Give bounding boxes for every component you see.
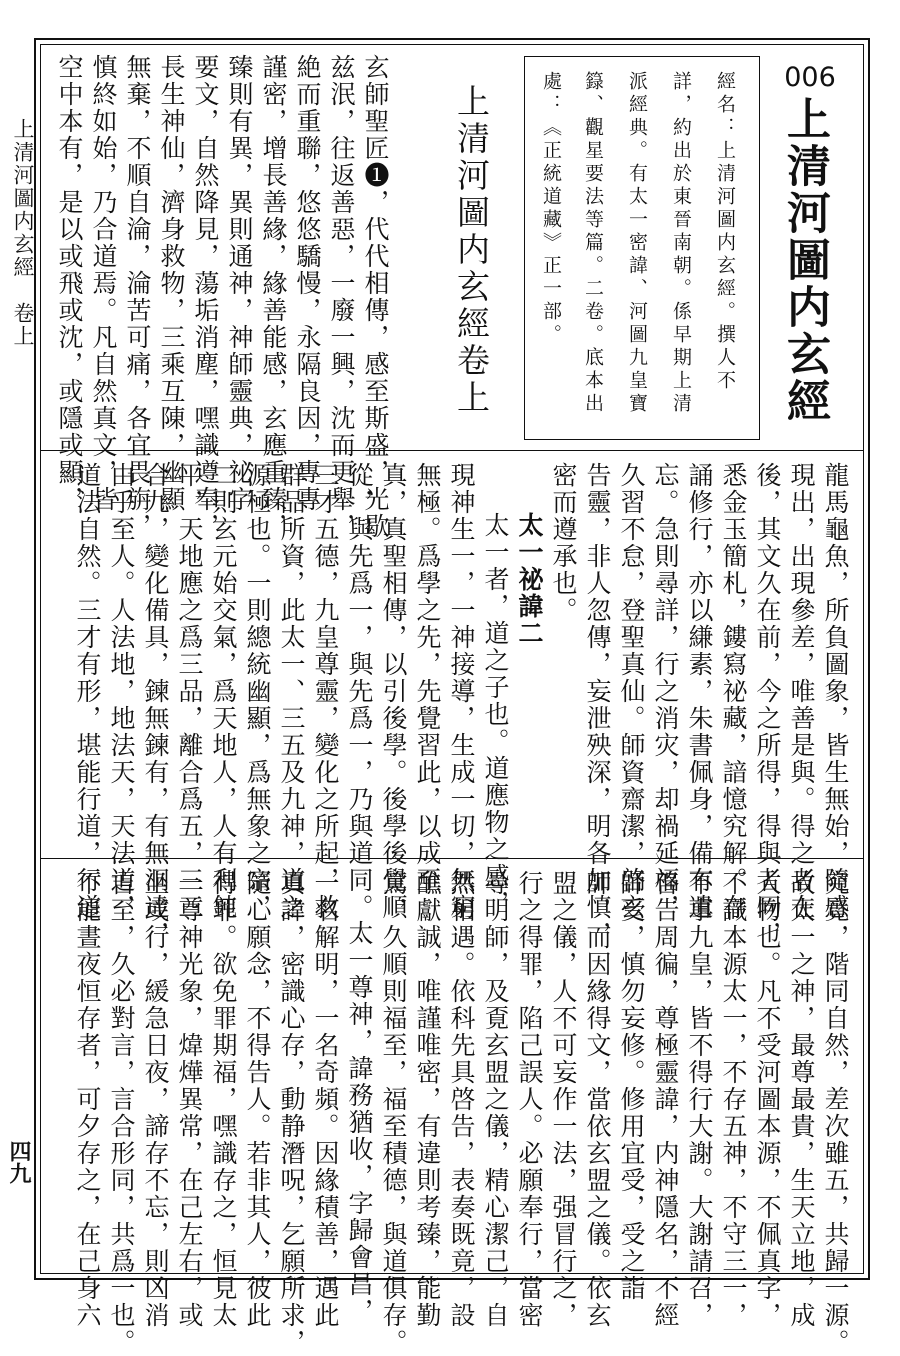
text-column: 一名解明，一名奇頻。因緣積善，遇此 [311,870,340,1329]
text-column: 師受，慎勿妄修。修用宜受，受之詣 [617,870,646,1302]
text-column: 告靈，非人忽傳，妄泄殃深，明各加慎， [583,462,612,948]
catalog-note-line: 派經典。有太一密諱、河圖九皇寶 [626,71,648,416]
text-column: 謹密，增長善緣，緣善能感，玄應重臻， [259,54,288,540]
text-column: 太一者，道之子也。道應物之感， [481,512,510,917]
catalog-note-line: 籙、觀星要法等篇。二卷。底本出 [582,71,604,416]
text-column: 空中本有，是以或飛或沈，或隱或顯， [55,54,84,513]
text-column: 從，與先爲一，與先爲一，乃與道同。 [345,462,374,921]
catalog-note-box [524,56,760,440]
catalog-note-line: 經名：上清河圖内玄經。撰人不 [714,71,736,393]
text-column: 悉金玉簡札，鏤寫祕藏，諳憶究解。存 [719,462,748,921]
text-column: 吉至，久必對言，言合形同，共爲一也。 [107,870,136,1356]
text-column: 由乎至人。人法地，地法天，天法道， [107,462,136,921]
text-column: 平，天地應之爲三品，離合爲五，三三 [175,462,204,921]
text-column: 然相遇。依科先具啓告，表奏既竟，設 [447,870,476,1329]
text-column: 忘。急則尋詳，行之消灾，却禍延福， [651,462,680,921]
text-column: 無棄，不順自淪，淪苦可痛，各宜畏旃， [123,54,152,540]
text-column: 不事九皇，皆不得行大謝。大謝請召， [685,870,714,1329]
page-number: 四九 [6,1140,32,1184]
text-column: 臻則有異，異則通神，神師靈典，祕字 [225,54,254,513]
running-title: 上清河圖内玄經 卷上 [11,118,35,348]
text-column: 合九，變化備具，鍊無鍊有，有無洞達， [141,462,170,948]
catalog-note-line: 詳，約出於東晉南朝。係早期上清 [670,71,692,416]
section-heading: 太一祕諱二 [515,512,544,647]
text-column: 兹泯，往返善惡，一廢一興，沈而更舉， [327,54,356,540]
text-column: 故太一之神，最尊最貴，生天立地，成 [787,870,816,1329]
catalog-note-line: 處：《正統道藏》正一部。 [540,71,562,347]
text-column: 群品所資，此太一、三五及九神，道之 [277,462,306,921]
text-column: 龍馬龜魚，所負圖象，皆生無始，隨感 [821,462,850,921]
text-column: 誦修行，亦以縑素，朱書佩身，備有遺 [685,462,714,921]
text-column: 要文，自然降見，蕩垢消塵，嘿識遵奉， [191,54,220,540]
text-column: 真，真聖相傳，以引後學。後學後覺順 [379,462,408,921]
text-column: 絶而重聯，悠悠驕慢，永隔良因，專專 [293,54,322,513]
catalog-number: 006 [784,62,836,93]
text-column: 不識本源太一，不存五神，不守三一， [719,870,748,1329]
text-column: 太一尊神，諱務猶收，字歸會昌， [345,920,374,1325]
text-column: 盟之儀，人不可妄作一法，强冒行之， [549,870,578,1329]
text-column: 源極也。一則總統幽顯，爲無象之宗， [243,462,272,921]
text-column: 行之得罪，陷己誤人。必願奉行，當密 [515,870,544,1329]
text-column: 密而遵承也。 [549,462,578,624]
text-column: 啓告周徧，尊極靈諱，内神隱名，不經 [651,870,680,1329]
text-column: 後，其文久在前，今之所得，得與者同， [753,462,782,948]
text-column: 不能晝夜恒存者，可夕存之，在己身六 [73,870,102,1329]
text-column: 真諱，密識心存，動静潛呪，乞願所求， [277,870,306,1356]
text-column: 現神生一，一神接導，生成一切，無窮 [447,462,476,921]
text-column: 醮獻誠，唯謹唯密，有違則考臻，能勤 [413,870,442,1329]
text-column: 三才五德，九皇尊靈，變化之所起，救 [311,462,340,921]
text-column: 道法自然。三才有形，堪能行道，行道 [73,462,102,921]
text-column: 一尊神光象，煒燁異常，在己左右，或 [175,870,204,1329]
text-column: 隨心願念，不得告人。若非其人，彼此 [243,870,272,1329]
text-column: 慎終如始，乃合道焉。凡自然真文，皆 [89,54,118,513]
document-title: 上清河圖内玄經卷上 [452,84,491,417]
text-column: 二則玄元始交氣，爲天地人，人有利鈍 [209,462,238,921]
text-column: 究竟，階同自然，差次雖五，共歸一源。 [821,870,850,1356]
text-column: 久習不怠，登聖真仙。師資齋潔，啓玄 [617,462,646,921]
text-column: 師，而因緣得文，當依玄盟之儀。依玄 [583,870,612,1329]
text-column: 得罪。欲免罪期福，嘿識存之，恒見太 [209,870,238,1329]
text-column: 無極。爲學之先，先覺習此，以成至 [413,462,442,894]
text-column: 坐或行，緩急日夜，諦存不忘，則凶消 [141,870,170,1329]
text-column: 玄師聖匠❶，代代相傳，感至斯盛，光歇 [361,54,390,540]
text-column: 人物也。凡不受河圖本源，不佩真字， [753,870,782,1329]
text-column: 篤，久順則福至，福至積德，與道俱存。 [379,870,408,1356]
text-column: 尋明師，及覔玄盟之儀，精心潔己，自 [481,870,510,1329]
text-column: 長生神仙，濟身救物，三乘互陳，幽顯 [157,54,186,513]
catalog-title: 上清河圖内玄經 [779,96,830,425]
text-column: 現出，出現參差，唯善是與。得之者在 [787,462,816,921]
